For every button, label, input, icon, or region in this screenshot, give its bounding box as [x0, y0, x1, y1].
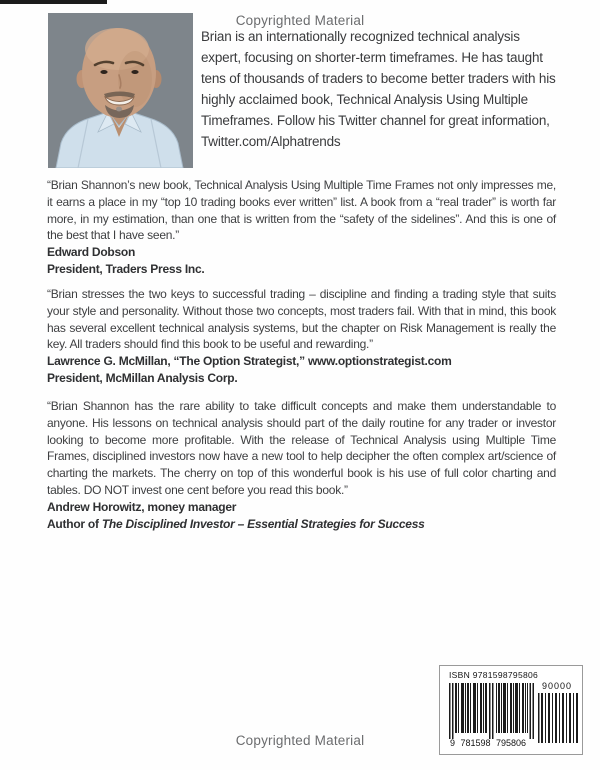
- testimonial-quote: “Brian Shannon’s new book, Technical Analysis Using Multiple Time Frames not only impresses me, it earns a place in my “top 10 trading books ever written” list. A book from a “real trader” is worth far more, in my estimation, than one that is written from the “safety of the sidelines”. And this is one of the best that I have seen.”: [47, 178, 556, 243]
- ean13-barcode-bars: [449, 683, 535, 739]
- testimonial-author-title: President, McMillan Analysis Corp.: [47, 370, 238, 385]
- testimonial-author: Lawrence G. McMillan, “The Option Strategist,” www.optionstrategist.com: [47, 354, 452, 369]
- testimonial-2: [47, 286, 556, 387]
- testimonial-quote: “Brian stresses the two keys to successful trading – discipline and finding a trading style that suits your style and personality. Without those two concepts, most traders fail. With that in mind, this book has several excellent technical analysis systems, but the chapter on Risk Management is really the key. All traders should find this book to be useful and rewarding.”: [47, 287, 556, 352]
- author-bio: Brian is an internationally recognized technical analysis expert, focusing on shorter-term timeframes. He has taught tens of thousands of traders to become better traders with his highly acclaimed book, Technical Analysis Using Multiple Timeframes. Follow his Twitter channel for great information, Twitter.com/Alphatrends: [201, 29, 556, 149]
- testimonial-3: [47, 398, 556, 532]
- book-title-italic: The Disciplined Investor – Essential Strategies for Success: [101, 516, 425, 531]
- supplement-code: 90000: [541, 681, 573, 691]
- testimonial-1: [47, 177, 556, 278]
- isbn-number-label: ISBN 9781598795806: [449, 670, 539, 680]
- top-watermark: Copyrighted Material: [235, 13, 365, 28]
- bottom-watermark: Copyrighted Material: [235, 733, 365, 748]
- testimonial-quote: “Brian Shannon has the rare ability to take difficult concepts and make them understandable to anyone. His lessons on technical analysis should part of the daily routine for any trader or investor looking to become more profitable. With the release of Technical Analysis using Multiple Time Frames, disciplined investors now have a new tool to help decipher the often complex art/science of charting the markets. The cherry on top of this wonderful book is his use of full color charting and tables. DO NOT invest one cent before you read this book.”: [47, 399, 556, 497]
- barcode-digits: 9 781598 795806: [449, 738, 527, 748]
- testimonial-author-title: [47, 516, 556, 533]
- testimonial-author: Edward Dobson: [47, 245, 136, 260]
- author-photo-illustration: [48, 13, 193, 168]
- author-title-prefix: Author of: [47, 516, 102, 531]
- page-edge-artifact: [0, 0, 107, 4]
- testimonial-author: Andrew Horowitz, money manager: [47, 499, 237, 514]
- testimonial-author-title: President, Traders Press Inc.: [47, 261, 205, 276]
- author-photo: [48, 13, 193, 168]
